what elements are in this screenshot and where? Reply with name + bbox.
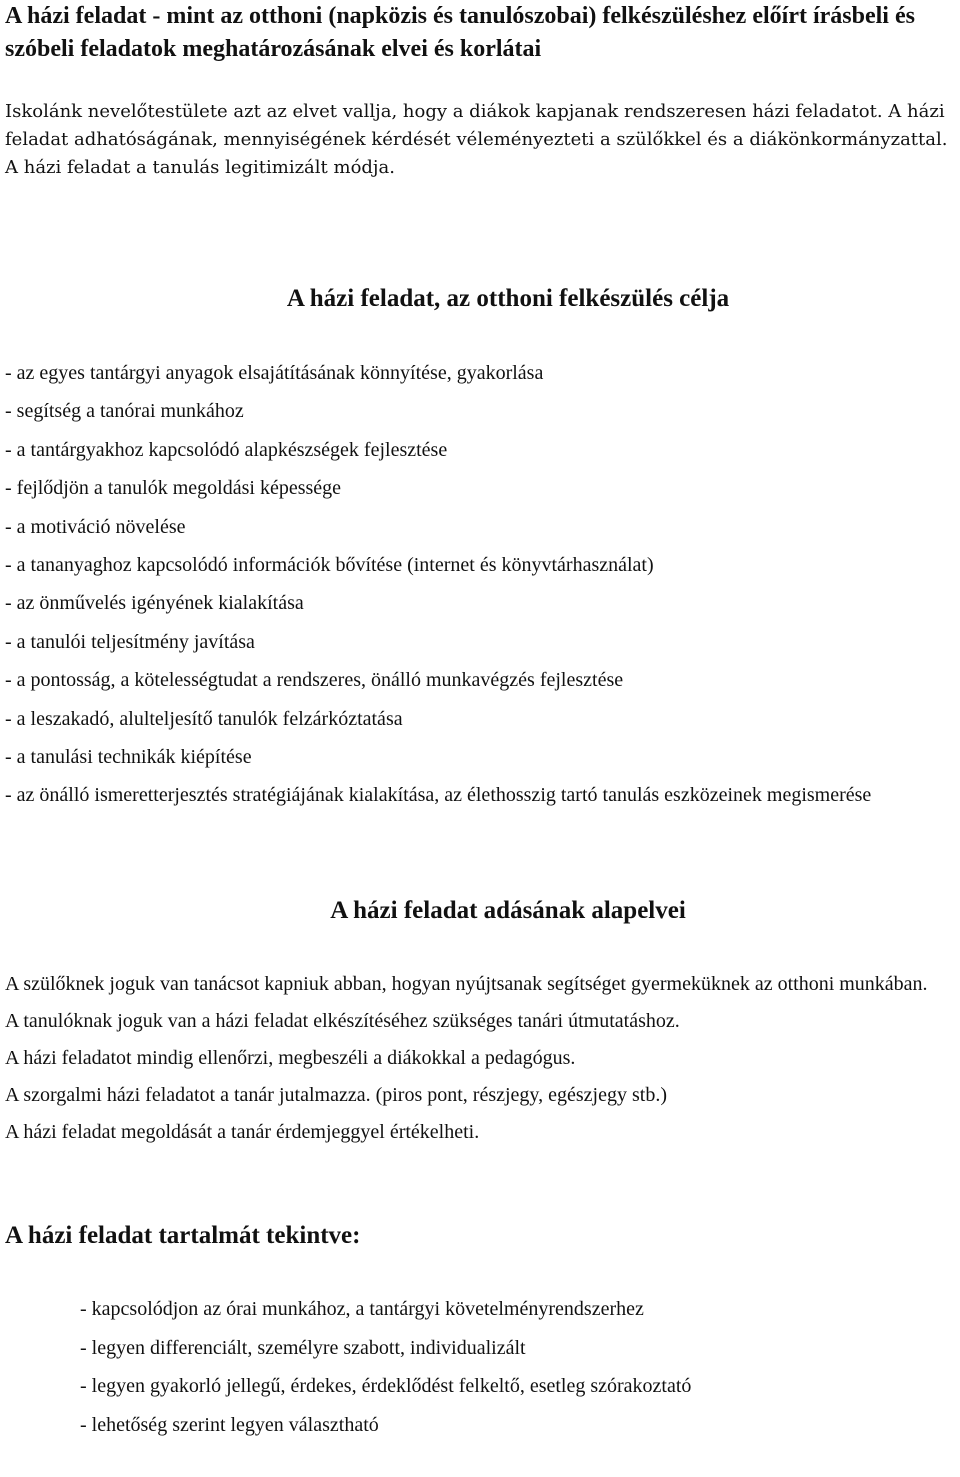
list-item: - kapcsolódjon az órai munkához, a tantárgyi követelményrendszerhez [80,1298,644,1320]
intro-paragraph: Iskolánk nevelőtestülete azt az elvet vallja, hogy a diákok kapjanak rendszeresen házi feladatot. A házi feladat adhatóságának, mennyiségének kérdését véleményezteti a szülőkkel és a diákönkormányzattal. [5,101,948,150]
document-title: A házi feladat - mint az otthoni (napközis és tanulószobai) felkészüléshez előírt írásbeli és szóbeli feladatok meghatározásának elvei és korlátai [5,3,915,62]
list-item: - fejlődjön a tanulók megoldási képessége [5,477,342,500]
section-heading-tartalom: A házi feladat tartalmát tekintve: [5,1222,361,1249]
list-item: - a tanulási technikák kiépítése [5,745,252,768]
list-item: - az önálló ismeretterjesztés stratégiájának kialakítása, az élethosszig tartó tanulás eszközeinek megismerése [5,784,872,807]
principle-paragraph: A tanulóknak joguk van a házi feladat elkészítéséhez szükséges tanári útmutatáshoz. [5,1010,680,1032]
list-item: - a tananyaghoz kapcsolódó információk bővítése (internet és könyvtárhasználat) [5,553,654,576]
principle-paragraph: A házi feladat megoldását a tanár érdemjeggyel értékelheti. [5,1121,480,1143]
principle-paragraph: A házi feladatot mindig ellenőrzi, megbeszéli a diákokkal a pedagógus. [5,1047,576,1069]
intro-paragraph: A házi feladat a tanulás legitimizált módja. [5,157,395,178]
list-item: - az egyes tantárgyi anyagok elsajátításának könnyítése, gyakorlása [5,362,544,384]
list-item: - legyen gyakorló jellegű, érdekes, érdeklődést felkeltő, esetleg szórakoztató [80,1375,692,1397]
list-item: - lehetőség szerint legyen választható [80,1413,379,1436]
section-heading-alapelvei: A házi feladat adásának alapelvei [330,897,686,924]
list-item: - a leszakadó, alulteljesítő tanulók felzárkóztatása [5,707,403,730]
principles-section [5,970,960,1155]
list-item: - a tantárgyakhoz kapcsolódó alapkészségek fejlesztése [5,438,448,461]
section-heading-celja: A házi feladat, az otthoni felkészülés célja [286,285,730,312]
list-item: - az önművelés igényének kialakítása [5,592,304,615]
list-item: - segítség a tanórai munkához [5,400,244,423]
list-item: - legyen differenciált, személyre szabott, individualizált [80,1336,526,1359]
principle-paragraph: A szorgalmi házi feladatot a tanár jutalmazza. (piros pont, részjegy, egészjegy stb.) [5,1084,667,1106]
list-item: - a tanulói teljesítmény javítása [5,630,255,653]
list-item: - a motiváció növelése [5,515,186,538]
goals-list [5,359,955,820]
intro-section [5,98,960,182]
content-list [80,1290,940,1444]
principle-paragraph: A szülőknek joguk van tanácsot kapniuk abban, hogyan nyújtsanak segítséget gyermeküknek az otthoni munkában. [5,973,928,995]
list-item: - a pontosság, a kötelességtudat a rendszeres, önálló munkavégzés fejlesztése [5,669,624,692]
